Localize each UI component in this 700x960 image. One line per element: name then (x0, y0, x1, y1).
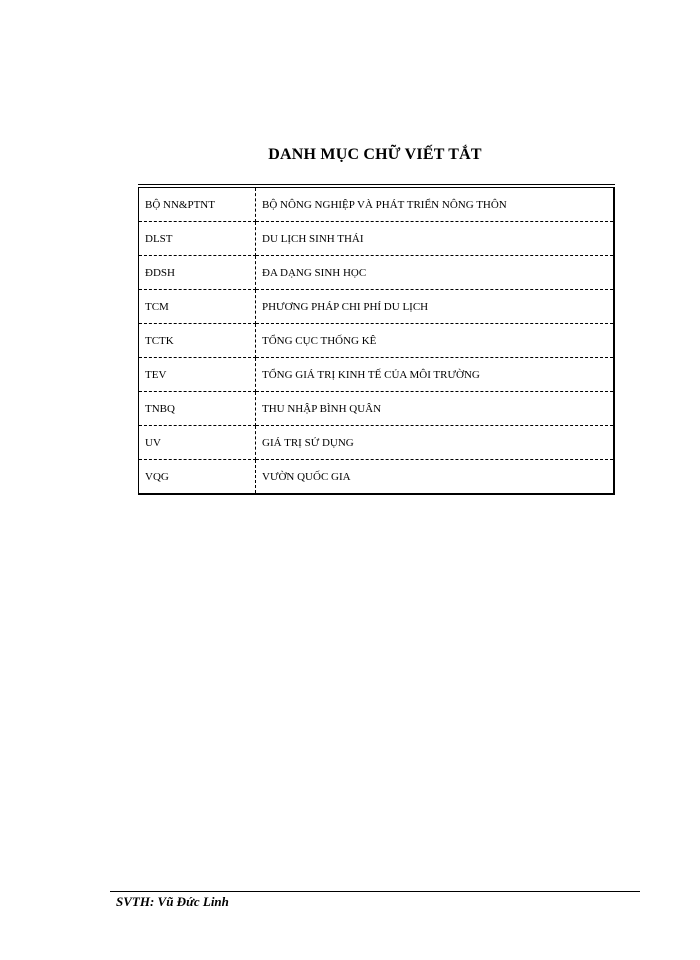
meaning-cell: ĐA DẠNG SINH HỌC (256, 256, 615, 290)
footer-rule (110, 891, 640, 892)
table-row (139, 358, 615, 392)
table-row (139, 460, 615, 495)
page-title: DANH MỤC CHỮ VIẾT TẮT (268, 146, 482, 163)
abbreviation-cell: VQG (139, 460, 256, 495)
abbreviation-cell: TNBQ (139, 392, 256, 426)
table-row (139, 290, 615, 324)
abbreviation-cell: TCM (139, 290, 256, 324)
abbreviation-cell: ĐDSH (139, 256, 256, 290)
table-row (139, 222, 615, 256)
meaning-cell: DU LỊCH SINH THÁI (256, 222, 615, 256)
abbreviation-cell: UV (139, 426, 256, 460)
abbreviation-cell: TEV (139, 358, 256, 392)
meaning-cell: VƯỜN QUỐC GIA (262, 470, 351, 483)
meaning-cell: TỔNG CỤC THỐNG KÊ (256, 324, 615, 358)
abbreviation-table (138, 184, 615, 495)
abbreviation-cell: BỘ NN&PTNT (139, 186, 256, 222)
table-row (139, 256, 615, 290)
table-row (139, 186, 615, 222)
footer-author: SVTH: Vũ Đức Linh (116, 894, 229, 909)
meaning-cell: THU NHẬP BÌNH QUÂN (256, 392, 615, 426)
table-row (139, 392, 615, 426)
meaning-cell: GIÁ TRỊ SỬ DỤNG (256, 426, 615, 460)
abbreviation-cell: DLST (139, 222, 256, 256)
meaning-cell: TỔNG GIÁ TRỊ KINH TẾ CỦA MÔI TRƯỜNG (256, 358, 615, 392)
table-row (139, 324, 615, 358)
meaning-cell: BỘ NÔNG NGHIỆP VÀ PHÁT TRIỂN NÔNG THÔN (256, 186, 615, 222)
abbreviation-cell: TCTK (139, 324, 256, 358)
meaning-cell: PHƯƠNG PHÁP CHI PHÍ DU LỊCH (256, 290, 615, 324)
table-row (139, 426, 615, 460)
